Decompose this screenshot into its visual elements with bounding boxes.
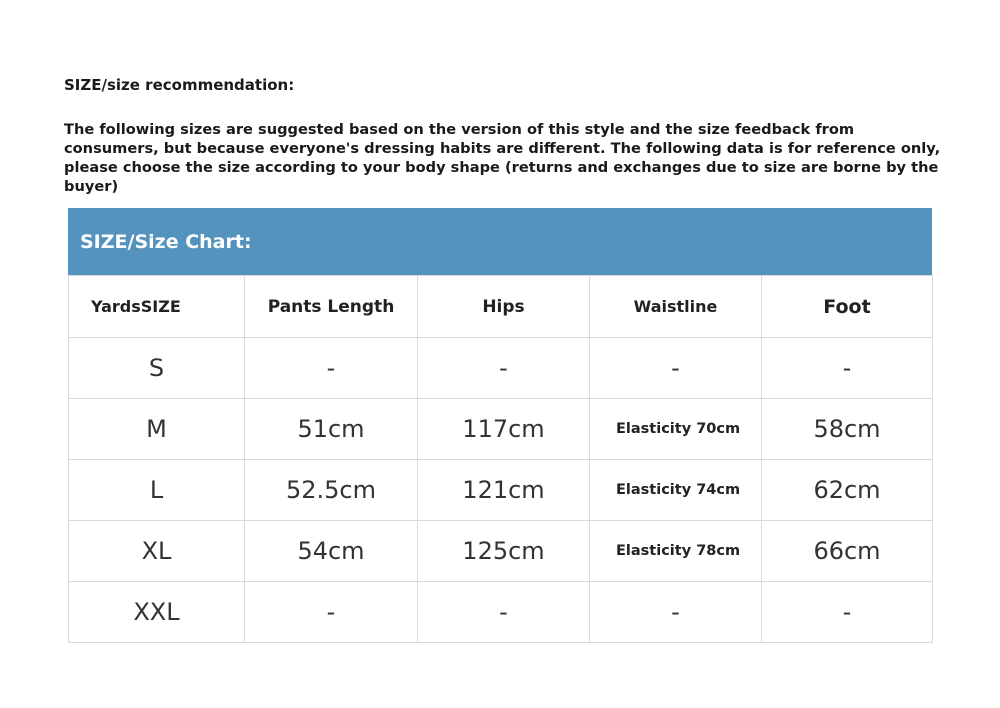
pants-length-cell: 51cm <box>245 399 418 460</box>
hips-cell: 117cm <box>418 399 590 460</box>
hips-cell: 121cm <box>418 460 590 521</box>
size-cell: M <box>69 399 245 460</box>
table-row <box>69 582 933 643</box>
size-chart-title: SIZE/Size Chart: <box>68 208 932 275</box>
pants-length-cell: 54cm <box>245 521 418 582</box>
size-cell: S <box>69 338 245 399</box>
pants-length-cell: 52.5cm <box>245 460 418 521</box>
foot-cell: 66cm <box>762 521 933 582</box>
column-header-hips: Hips <box>418 276 590 338</box>
table-row <box>69 338 933 399</box>
waistline-cell: - <box>590 582 762 643</box>
foot-cell: 58cm <box>762 399 933 460</box>
hips-cell: 125cm <box>418 521 590 582</box>
pants-length-cell: - <box>245 338 418 399</box>
size-cell: XL <box>69 521 245 582</box>
size-table <box>68 275 933 643</box>
recommendation-heading: SIZE/size recommendation: <box>64 76 295 94</box>
column-header-waistline: Waistline <box>590 276 762 338</box>
size-cell: XXL <box>69 582 245 643</box>
column-header-foot: Foot <box>762 276 933 338</box>
pants-length-cell: - <box>245 582 418 643</box>
size-cell: L <box>69 460 245 521</box>
hips-cell: - <box>418 582 590 643</box>
foot-cell: - <box>762 582 933 643</box>
table-header-row <box>69 276 933 338</box>
waistline-cell: Elasticity 74cm <box>590 460 762 521</box>
hips-cell: - <box>418 338 590 399</box>
recommendation-text: The following sizes are suggested based on the version of this style and the size feedback from consumers, but because everyone's dressing habits are different. The following data is for reference only, please choose the size according to your body shape (returns and exchanges due to size are borne by the buyer) <box>64 121 941 195</box>
waistline-cell: - <box>590 338 762 399</box>
column-header-pants-length: Pants Length <box>245 276 418 338</box>
foot-cell: - <box>762 338 933 399</box>
waistline-cell: Elasticity 70cm <box>590 399 762 460</box>
waistline-cell: Elasticity 78cm <box>590 521 762 582</box>
table-row <box>69 521 933 582</box>
table-row <box>69 399 933 460</box>
size-chart <box>68 208 932 643</box>
column-header-size: YardsSIZE <box>69 276 245 338</box>
table-row <box>69 460 933 521</box>
foot-cell: 62cm <box>762 460 933 521</box>
